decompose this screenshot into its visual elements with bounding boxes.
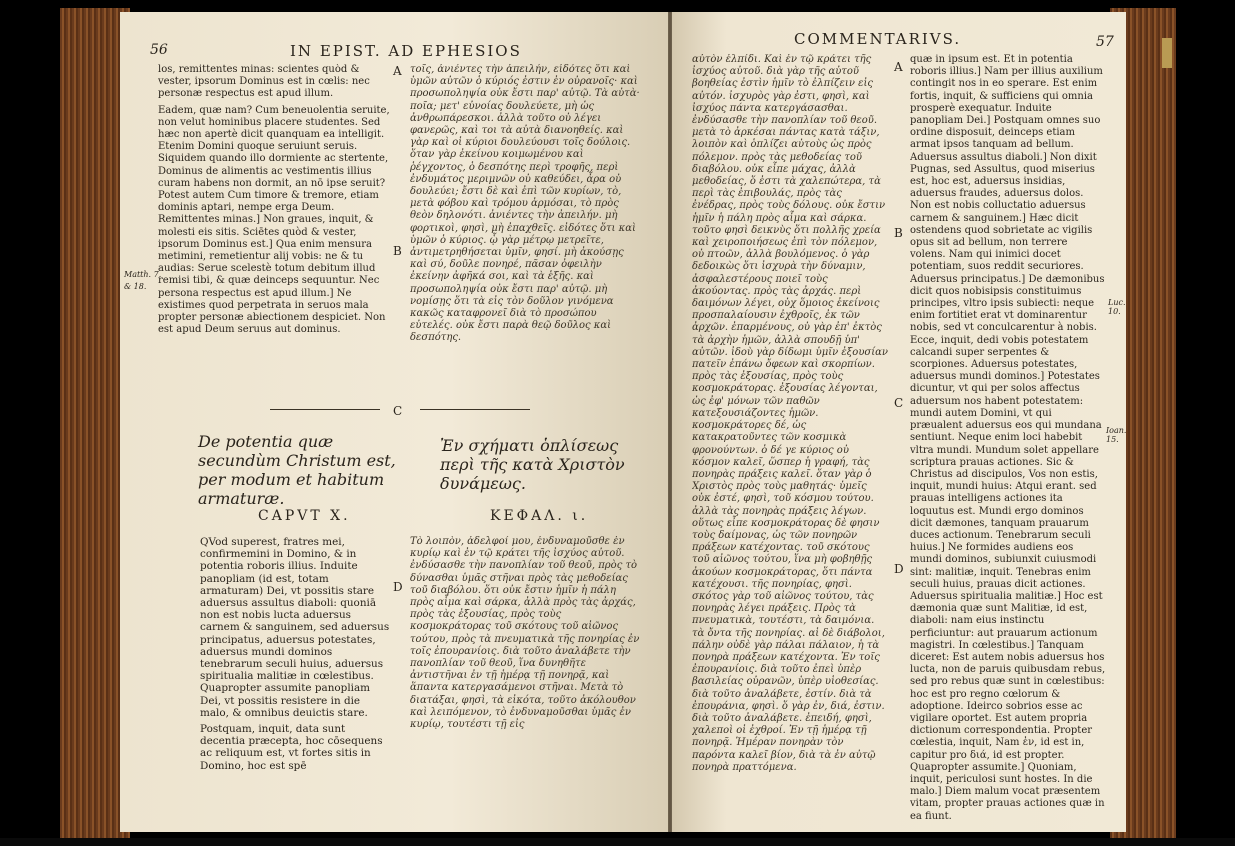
section-marker-c: C — [393, 404, 403, 418]
greek-paragraph: αὐτὸν ἐλπίδι. Καὶ ἐν τῷ κράτει τῆς ἰσχύος αὐτοῦ. διὰ γὰρ τῆς αὐτοῦ βοηθείας ἐστὶν ἡμῖν τὸ ἐλπίζειν εἰς αὐτόν. ἰσχυρὸς γὰρ ἐστι, φησὶ, καὶ ἰσχύος πάντα κατεργάσασθαι. ἐνδύσασθε τὴν πανοπλίαν τοῦ θεοῦ. μετὰ τὸ ἀρκέσαι πάντας κατὰ τάξιν, λοιπὸν καὶ ὁπλίζει αὐτοὺς ὡς πρὸς πόλεμον. πρὸς τὰς μεθοδείας τοῦ διαβόλου. οὐκ εἶπε μάχας, ἀλλὰ μεθοδείας, ὅ ἐστι τὰ χαλεπώτερα, τὰ περὶ τὰς ἐπιβουλάς, πρὸς τὰς ἐνέδρας, πρὸς τοὺς δόλους. οὐκ ἔστιν ἡμῖν ἡ πάλη πρὸς αἷμα καὶ σάρκα. τοῦτο φησὶ δεικνὺς ὅτι πολλῆς χρεία καὶ χειροποιήσεως ἐπὶ τὸν πόλεμον, οὐ πτοῶν, ἀλλὰ βουλόμενος. ὁ γὰρ δεδοικὼς ὅτι ἰσχυρὰ τὴν δύναμιν, ἀσφαλεστέρους ποιεῖ τοὺς ἀκούοντας. πρὸς τὰς ἀρχάς. περὶ δαιμόνων λέγει, οὐχ ὅμοιος ἐκείνοις προσπαλαίουσιν ἐχθροῖς, ἐκ τῶν ἀρχῶν. ἐπαρμένους, οὐ γὰρ ἐπ' ἐκτὸς τὰ ἀρχὴν ἡμῶν, ἀλλὰ σπουδῇ ὑπ' αὐτῶν. ἰδοὺ γὰρ δίδωμι ὑμῖν ἐξουσίαν πατεῖν ἐπάνω ὄφεων καὶ σκορπίων. πρὸς τὰς ἐξουσίας, πρὸς τοὺς κοσμοκράτορας. ἐξουσίας λέγονται, ὡς ἐφ' μόνων τῶν παθῶν κατεξουσιάζοντες ἡμῶν. κοσμοκράτορες δέ, ὡς κατακρατοῦντες τῶν κοσμικὰ φρονούντων. ὁ δέ γε κύριος οὐ κόσμον καλεῖ, ὥσπερ ἡ γραφή, τὰς πονηρὰς πράξεις καλεῖ. ὅταν γὰρ ὁ Χριστὸς πρὸς τοὺς μαθητάς· ὑμεῖς οὐκ ἐστέ, φησὶ, τοῦ κόσμου τούτου. ἀλλὰ τὰς πονηρὰς πράξεις λέγων. οὕτως εἶπε κοσμοκράτορας δὲ φησιν τοὺς δαίμονας, ὡς τῶν πονηρῶν πράξεων κατέχοντας. τοῦ σκότους τοῦ αἰῶνος τούτου, ἵνα μὴ φοβηθῇς ἀκούων κοσμοκράτορας, ὅτι πάντα κατέχουσι. τῆς πονηρίας, φησὶ. σκότος γὰρ τοῦ αἰῶνος τούτου, τὰς πονηρὰς λέγει πράξεις. Πρὸς τὰ πνευματικὰ, τουτέστι, τὰ δαιμόνια. τὰ ὄντα τῆς πονηρίας. αἱ δὲ διάβολοι, πάλην οὐδὲ γὰρ πάλαι πάλαιον, ἡ τὰ πονηρὰ πράξεων κατέχοντα. Ἐν τοῖς ἐπουρανίοις. διὰ τοῦτο ἐπεὶ ὑπὲρ βασιλείας οὐρανῶν, ὑπὲρ υἱοθεσίας. διὰ τοῦτο ἀναλάβετε, ἐστίν. διὰ τὰ ἐπουράνια, φησὶ. ὅ γὰρ ἐν, διά, ἐστιν. διὰ τοῦτο ἀναλάβετε. ἐπειδή, φησὶ, χαλεποὶ οἱ ἐχθροί. Ἐν τῇ ἡμέρᾳ τῇ πονηρᾷ. Ἡμέραν πονηρὰν τὸν παρόντα καλεῖ βίον, διὰ τὰ ἐν αὐτῷ πονηρὰ πραττόμενα. — [692, 54, 888, 773]
greek-column-bottom — [410, 536, 640, 826]
running-head-right: COMMENTARIVS. — [794, 30, 962, 48]
open-book — [60, 8, 1176, 838]
scan-border — [0, 838, 1235, 846]
latin-column-bottom — [200, 536, 390, 826]
section-marker-a: A — [894, 60, 903, 74]
latin-column-top — [158, 64, 390, 434]
chapter-number-latin: CAPVT X. — [258, 508, 351, 524]
divider-rule — [420, 409, 530, 410]
margin-note: Luc. 10. — [1108, 298, 1126, 316]
running-head-left: IN EPIST. AD EPHESIOS — [290, 42, 522, 60]
right-page — [672, 12, 1126, 832]
margin-note: Ioan. 15. — [1106, 426, 1126, 444]
latin-paragraph: Eadem, quæ nam? Cum beneuolentia seruite, non velut hominibus placere studentes. Sed hæc non apertè dicit quanquam ea intelligit. Etenim Domini quoque seruiunt seruis. Siquidem quando illo dormiente ac stertente, Dominus de alimentis ac vestimentis illius curam habens non dormit, an nō ipse seruit? Potest autem Cum timore & tremore, etiam dominis aptari, nempe erga Deum. Remittentes minas.] Non graues, inquit, & molesti eis sitis. Sciētes quòd & vester, ipsorum Dominus est.] Qua enim mensura metimini, remetientur alij vobis: ne & tu audias: Serue scelestè totum debitum illud remisi tibi, & quæ deinceps sequuntur. Nec persona respectus est apud illum.] Ne existimes quod perpetrata in seruos mala propter personæ abiectionem despiciet. Non est apud Deum seruus aut dominus. — [158, 104, 390, 336]
section-marker-b: B — [393, 244, 402, 258]
divider-rule — [270, 409, 380, 410]
greek-paragraph: Τὸ λοιπὸν, ἀδελφοί μου, ἐνδυναμοῦσθε ἐν κυρίῳ καὶ ἐν τῷ κράτει τῆς ἰσχύος αὐτοῦ. ἐνδύσασθε τὴν πανοπλίαν τοῦ θεοῦ, πρὸς τὸ δύνασθαι ὑμᾶς στῆναι πρὸς τὰς μεθοδείας τοῦ διαβόλου. ὅτι οὐκ ἔστιν ἡμῖν ἡ πάλη πρὸς αἷμα καὶ σάρκα, ἀλλὰ πρὸς τὰς ἀρχάς, πρὸς τὰς ἐξουσίας, πρὸς τοὺς κοσμοκράτορας τοῦ σκότους τοῦ αἰῶνος τούτου, πρὸς τὰ πνευματικὰ τῆς πονηρίας ἐν τοῖς ἐπουρανίοις. διὰ τοῦτο ἀναλάβετε τὴν πανοπλίαν τοῦ θεοῦ, ἵνα δυνηθῆτε ἀντιστῆναι ἐν τῇ ἡμέρᾳ τῇ πονηρᾷ, καὶ ἅπαντα κατεργασάμενοι στῆναι. Μετὰ τὸ διατάξαι, φησὶ, τὰ εἰκότα, τοῦτο ἀκόλουθον καὶ λειπόμενον, τὸ ἐνδυναμοῦσθαι ὑμᾶς ἐν κυρίῳ, τουτέστι τῇ εἰς — [410, 536, 640, 731]
greek-commentary-column — [692, 54, 888, 824]
left-page — [120, 12, 668, 832]
latin-paragraph: quæ in ipsum est. Et in potentia roboris illius.] Nam per illius auxilium contingit nos in eo sperare. Est enim fortis, inquit, & sufficiens qui omnia prosperè exequatur. Induite panopliam Dei.] Postquam omnes suo ordine disposuit, deinceps etiam armat ipsos tanquam ad bellum. Aduersus assultus diaboli.] Non dixit Pugnas, sed Assultus, quod miserius est, hoc est, aduersus insidias, aduersus fraudes, aduersus dolos. Non est nobis colluctatio aduersus carnem & sanguinem.] Hæc dicit ostendens quod sobrietate ac vigilis opus sit ad bellum, non terrere volens. Nam qui inimici docet potentiam, suos reddit securiores. Aduersus principatus.] De dæmonibus dicit quos nobisipsis constituimus principes, vltro ipsis subiecti: neque enim fortitiet erat vt dominarentur nobis, sed vt conculcarentur à nobis. Ecce, inquit, dedi vobis potestatem calcandi super serpentes & scorpiones. Aduersus potestates, aduersus mundi dominos.] Potestates dicuntur, vt qui per solos affectus aduersum nos habent potestatem: mundi autem Domini, vt qui præualent aduersus eos qui mundana sentiunt. Neque enim loci habebit vltra mundi. Mundum solet appellare scriptura prauas actiones. Sic & Christus ad discipulos, Vos non estis, inquit, mundi huius: Atqui erant. sed prauas intelligens actiones ita loquutus est. Mundi ergo dominos dicit dæmones, tanquam prauarum duces actionum. Tenebrarum seculi huius.] Ne formides audiens eos mundi dominos, subiunxit cuiusmodi sint: malitiæ, inquit. Tenebras enim seculi huius, prauas dicit actiones. Aduersus spiritualia malitiæ.] Hoc est dæmonia quæ sunt Malitiæ, id est, diaboli: nam eius instinctu perficiuntur: aut prauarum actionum magistri. In cœlestibus.] Tanquam diceret: Est autem nobis aduersus hos lucta, non de paruis quibusdam rebus, sed pro rebus quæ sunt in cœlestibus: hoc est pro regno cœlorum & adoptione. Ideirco sobrios esse ac vigilare oportet. Est autem propria dictionum correspondentia. Propter cœlestia, inquit, Nam ἐν, id est in, capitur pro διά, id est propter. Quapropter assumite.] Quoniam, inquit, periculosi sunt hostes. In die malo.] Diem malum vocat præsentem vitam, propter prauas actiones quæ in ea fiunt. — [910, 54, 1106, 822]
chapter-heading-latin: De potentia quæ secundùm Christum est, per modum et habitum armaturæ. — [198, 432, 396, 508]
section-marker-d: D — [393, 580, 403, 594]
chapter-number-greek: ΚΕΦΑΛ. ι. — [490, 508, 589, 524]
section-marker-a: A — [393, 64, 402, 78]
section-marker-b: B — [894, 226, 903, 240]
margin-note: Matth. 7. — [124, 270, 162, 279]
greek-column-top — [410, 64, 640, 394]
latin-paragraph: QVod superest, fratres mei, confirmemini in Domino, & in potentia roboris illius. Induite panopliam (id est, totam armaturam) Dei, vt possitis stare aduersus assultus diaboli: quoniā non est nobis lucta aduersus carnem & sanguinem, sed aduersus principatus, aduersus potestates, aduersus mundi dominos tenebrarum seculi huius, aduersus spiritualia malitiæ in cœlestibus. Quapropter assumite panopliam Dei, vt possitis resistere in die malo, & omnibus deuictis stare. — [200, 536, 390, 719]
section-marker-c: C — [894, 396, 904, 410]
chapter-heading-greek: Ἐν σχήματι ὁπλίσεως περὶ τῆς κατὰ Χριστὸν δυνάμεως. — [440, 436, 625, 493]
margin-note: & 18. — [124, 282, 147, 291]
latin-paragraph: Postquam, inquit, data sunt decentia præcepta, hoc cōsequens ac reliquum est, vt fortes sitis in Domino, hoc est spē — [200, 723, 383, 772]
page-number-left: 56 — [150, 42, 168, 58]
latin-paragraph: los, remittentes minas: scientes quòd & vester, ipsorum Dominus est in cœlis: nec personæ respectus est apud illum. — [158, 64, 370, 100]
page-number-right: 57 — [1096, 34, 1114, 50]
latin-commentary-column — [910, 54, 1106, 824]
section-marker-d: D — [894, 562, 904, 576]
bookmark-tab — [1162, 38, 1172, 68]
greek-paragraph: τοῖς, ἀνιέντες τὴν ἀπειλήν, εἰδότες ὅτι καὶ ὑμῶν αὐτῶν ὁ κύριός ἐστιν ἐν οὐρανοῖς· καὶ προσωποληψία οὐκ ἔστι παρ' αὐτῷ. Τὰ αὐτὰ· ποῖα; μετ' εὐνοίας δουλεύετε, μὴ ὡς ἀνθρωπάρεσκοι. ἀλλὰ τοῦτο οὐ λέγει φανερῶς, καὶ τοι τὰ αὐτὰ διανοηθείς. καὶ γὰρ καὶ οἱ κύριοι δουλεύουσι τοῖς δούλοις. ὅταν γὰρ ἐκείνου κοιμωμένου καὶ ῥέγχοντος, ὁ δεσπότης περὶ τροφῆς, περὶ ἐνδυμάτος μεριμνῶν οὐ καθεύδει, ἆρα οὐ δουλεύει; ἔστι δὲ καὶ ἐπὶ τῶν κυρίων, τὸ, μετὰ φόβου καὶ τρόμου ἁρμόσαι, τὸ πρὸς θεὸν δηλονότι. ἀνιέντες τὴν ἀπειλήν. μὴ φορτικοὶ, φησὶ, μὴ ἐπαχθεῖς. εἰδότες ὅτι καὶ ὑμῶν ὁ κύριος. ᾧ γὰρ μέτρῳ μετρεῖτε, ἀντιμετρηθήσεται ὑμῖν, φησί. μὴ ἀκούσῃς καὶ σύ, δοῦλε πονηρέ, πᾶσαν ὀφειλὴν ἐκείνην ἀφῆκά σοι, καὶ τὰ ἑξῆς. καὶ προσωποληψία οὐκ ἔστι παρ' αὐτῷ. μὴ νομίσῃς ὅτι τὰ εἰς τὸν δοῦλον γινόμενα κακῶς καταφρονεῖ διὰ τὸ προσώπου εὐτελές. οὐκ ἔστι παρὰ θεῷ δοῦλος καὶ δεσπότης. — [410, 64, 640, 344]
